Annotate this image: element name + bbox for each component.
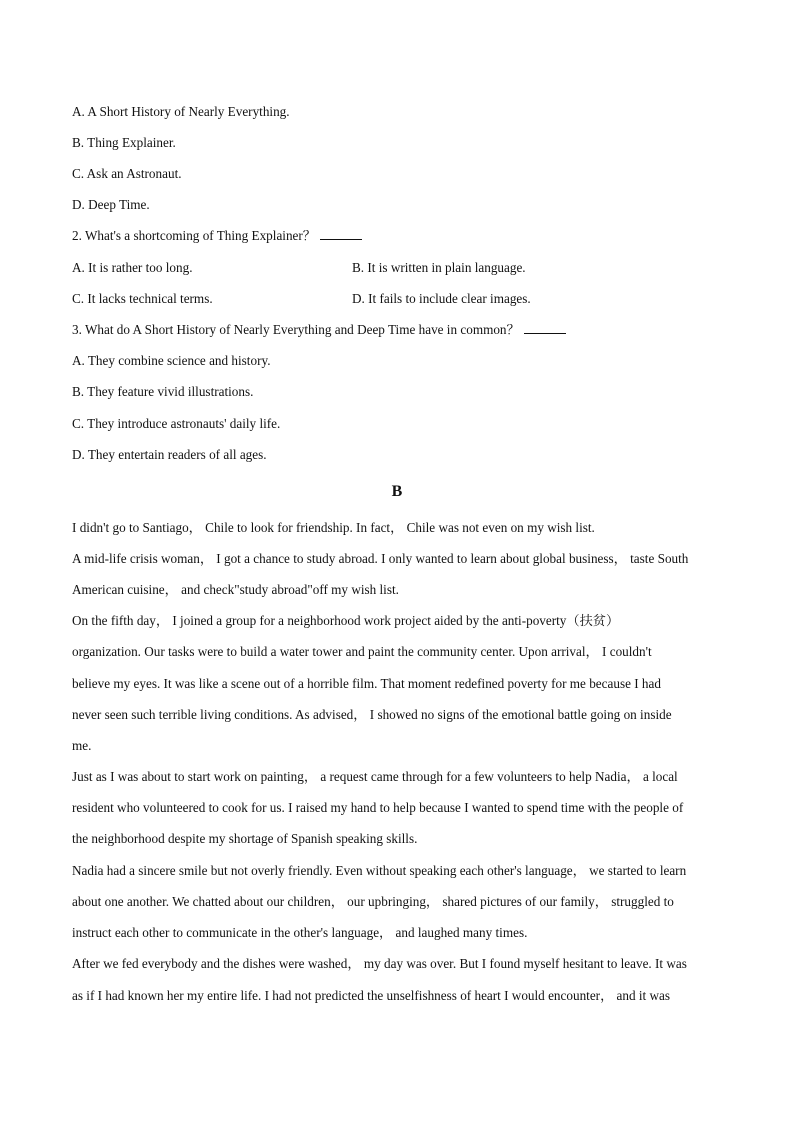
passage-line: believe my eyes. It was like a scene out of a horrible film. That moment redefined poverty for me because I had	[72, 676, 661, 691]
q3-stem: 3. What do A Short History of Nearly Everything and Deep Time have in common？	[72, 322, 520, 337]
passage-line: about one another. We chatted about our children， our upbringing， shared pictures of our family， struggled to	[72, 894, 674, 909]
q2-stem-line	[72, 228, 362, 244]
q3-stem-line	[72, 322, 566, 338]
q1-option-c: C. Ask an Astronaut.	[72, 166, 182, 181]
q2-option-b: B. It is written in plain language.	[352, 260, 526, 275]
q3-option-a: A. They combine science and history.	[72, 353, 271, 368]
passage-line: After we fed everybody and the dishes were washed， my day was over. But I found myself hesitant to leave. It was	[72, 956, 687, 971]
q2-option-d: D. It fails to include clear images.	[352, 291, 531, 306]
passage-line: me.	[72, 738, 92, 753]
q2-option-a: A. It is rather too long.	[72, 260, 193, 275]
passage-line: resident who volunteered to cook for us. I raised my hand to help because I wanted to spend time with the people of	[72, 800, 684, 815]
q3-option-b: B. They feature vivid illustrations.	[72, 384, 254, 399]
passage-line: American cuisine， and check"study abroad"off my wish list.	[72, 582, 399, 597]
passage-line: Just as I was about to start work on painting， a request came through for a few volunteers to help Nadia， a local	[72, 769, 678, 784]
passage-line: organization. Our tasks were to build a water tower and paint the community center. Upon arrival， I couldn't	[72, 644, 652, 659]
passage-line: On the fifth day， I joined a group for a neighborhood work project aided by the anti-poverty（扶贫）	[72, 613, 620, 628]
q3-option-c: C. They introduce astronauts' daily life.	[72, 416, 281, 431]
q3-answer-blank	[524, 323, 566, 334]
passage-line: A mid-life crisis woman， I got a chance to study abroad. I only wanted to learn about global business， taste South	[72, 551, 689, 566]
passage-line: as if I had known her my entire life. I had not predicted the unselfishness of heart I would encounter， and it was	[72, 988, 671, 1003]
section-b-heading: B	[391, 483, 403, 500]
passage-line: I didn't go to Santiago， Chile to look for friendship. In fact， Chile was not even on my wish list.	[72, 520, 595, 535]
q3-option-d: D. They entertain readers of all ages.	[72, 447, 267, 462]
passage-line: instruct each other to communicate in the other's language， and laughed many times.	[72, 925, 528, 940]
q1-option-d: D. Deep Time.	[72, 197, 150, 212]
passage-line: Nadia had a sincere smile but not overly friendly. Even without speaking each other's language， we started to learn	[72, 863, 687, 878]
q2-stem: 2. What's a shortcoming of Thing Explainer？	[72, 228, 316, 243]
q2-answer-blank	[320, 229, 362, 240]
passage-line: never seen such terrible living conditions. As advised， I showed no signs of the emotional battle going on inside	[72, 707, 672, 722]
passage-line: the neighborhood despite my shortage of Spanish speaking skills.	[72, 831, 418, 846]
q2-option-c: C. It lacks technical terms.	[72, 291, 213, 306]
q1-option-a: A. A Short History of Nearly Everything.	[72, 104, 290, 119]
q1-option-b: B. Thing Explainer.	[72, 135, 176, 150]
